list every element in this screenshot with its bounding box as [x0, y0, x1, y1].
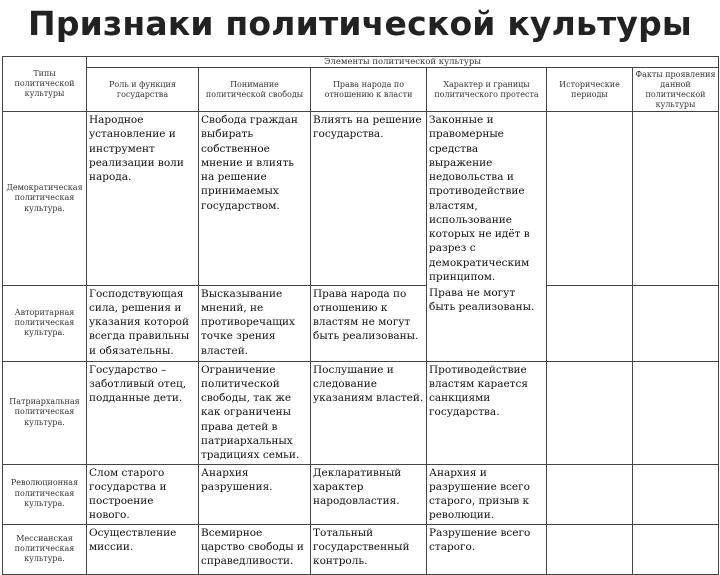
- table-row: [3, 464, 719, 524]
- row-type-label: Демократическая политическая культура.: [3, 112, 87, 286]
- table-row: [3, 112, 719, 286]
- row-type-label: Авторитарная политическая культура.: [3, 285, 87, 361]
- row-type-label: Патриархальная политическая культура.: [3, 361, 87, 464]
- row-type-label: Революционная политическая культура.: [3, 464, 87, 524]
- political-culture-table: [2, 56, 719, 575]
- cell-freedom: Свобода граждан выбирать собственное мнение и влиять на решение принимаемых государством.: [199, 112, 311, 286]
- cell-role: Слом старого государства и построение нового.: [87, 464, 199, 524]
- cell-role: Осуществление миссии.: [87, 524, 199, 574]
- header-rights: Права народа по отношению к власти: [311, 68, 427, 112]
- header-periods: Исторические периоды: [547, 68, 633, 112]
- cell-protest: Права не могут быть реализованы.: [427, 285, 547, 361]
- cell-freedom: Ограничение политической свободы, так же как ограничены права детей в патриархальных традициях семьи.: [199, 361, 311, 464]
- cell-freedom: Всемирное царство свободы и справедливости.: [199, 524, 311, 574]
- cell-rights: Тотальный государственный контроль.: [311, 524, 427, 574]
- cell-rights: Права народа по отношению к властям не могут быть реализованы.: [311, 285, 427, 361]
- cell-periods: [547, 464, 633, 524]
- cell-freedom: Анархия разрушения.: [199, 464, 311, 524]
- cell-protest: Анархия и разрушение всего старого, призыв к революции.: [427, 464, 547, 524]
- cell-role: Государство – заботливый отец, подданные дети.: [87, 361, 199, 464]
- cell-periods: [547, 285, 633, 361]
- cell-protest: Законные и правомерные средства выражение недовольства и противодействие властям, использование которых не идёт в разрез с демократическим принципом.: [427, 112, 547, 286]
- cell-facts: [633, 524, 719, 574]
- table-row: [3, 524, 719, 574]
- table-row: [3, 361, 719, 464]
- page-title: Признаки политической культуры: [28, 4, 692, 43]
- cell-protest: Противодействие властям карается санкциями государства.: [427, 361, 547, 464]
- cell-role: Господствующая сила, решения и указания которой всегда правильны и обязательны.: [87, 285, 199, 361]
- cell-rights: Декларативный характер народовластия.: [311, 464, 427, 524]
- header-role: Роль и функция государства: [87, 68, 199, 112]
- header-elements-group: Элементы политической культуры: [87, 57, 719, 68]
- header-protest: Характер и границы политического протеста: [427, 68, 547, 112]
- cell-periods: [547, 361, 633, 464]
- header-types: Типы политической культуры: [3, 57, 87, 112]
- cell-facts: [633, 361, 719, 464]
- cell-freedom: Высказывание мнений, не противоречащих точке зрения властей.: [199, 285, 311, 361]
- cell-rights: Влиять на решение государства.: [311, 112, 427, 286]
- cell-role: Народное установление и инструмент реализации воли народа.: [87, 112, 199, 286]
- cell-periods: [547, 112, 633, 286]
- cell-facts: [633, 464, 719, 524]
- table-row: [3, 285, 719, 361]
- cell-facts: [633, 112, 719, 286]
- cell-rights: Послушание и следование указаниям властей.: [311, 361, 427, 464]
- header-freedom: Понимание политической свободы: [199, 68, 311, 112]
- row-type-label: Мессианская политическая культура.: [3, 524, 87, 574]
- cell-periods: [547, 524, 633, 574]
- cell-protest: Разрушение всего старого.: [427, 524, 547, 574]
- header-facts: Факты проявления данной политической культуры: [633, 68, 719, 112]
- cell-facts: [633, 285, 719, 361]
